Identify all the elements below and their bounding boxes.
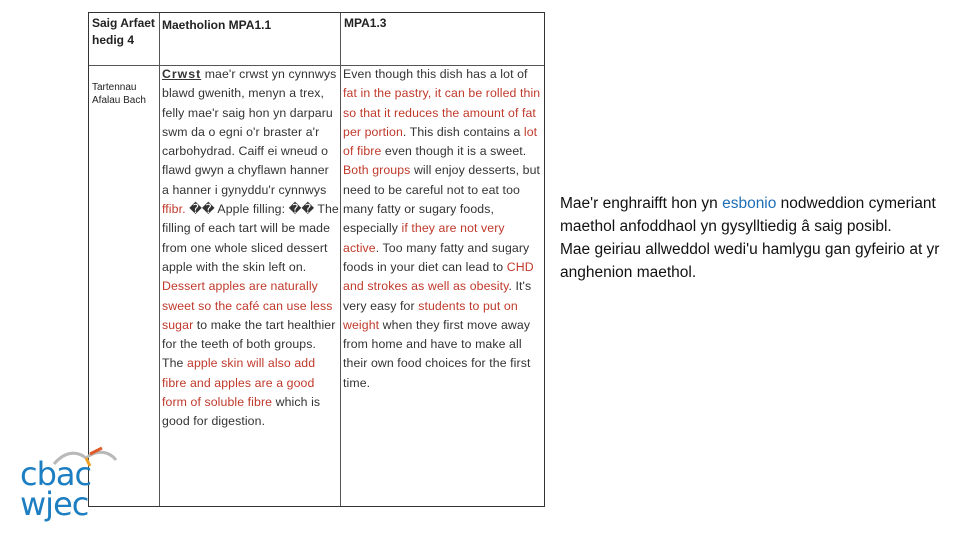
text-segment: Even though this dish has a lot of (343, 67, 528, 81)
text-segment: �� Apple filling: �� The filling of each tart will be made from one whole sliced dessert apple with the skin left on. (162, 202, 339, 274)
text-segment: . It's very easy for (343, 279, 532, 313)
explanation-text (560, 192, 950, 284)
header-nutrients: Maetholion MPA1.1 (162, 18, 272, 32)
text-segment: to make the tart healthier for the teeth of both groups. The (162, 317, 336, 371)
logo-cbac: cbac (20, 455, 92, 493)
text-segment: will enjoy desserts, but need to be careful not to eat too many fatty or sugary foods, especially (343, 163, 541, 236)
crwst-label: Crwst (162, 67, 202, 81)
key-phrase: apple skin will also add fibre and apples are a good form of soluble fibre (162, 356, 316, 410)
text-segment: when they first move away from home and have to make all their own food choices for the first time. (343, 317, 531, 390)
header-mpa13: MPA1.3 (344, 16, 387, 30)
key-phrase: ffibr. (162, 202, 186, 217)
dish-name: Tartennau Afalau Bach (92, 82, 146, 106)
explanation-paragraph-2: Mae geiriau allweddol wedi'u hamlygu gan gyfeirio at yr anghenion maethol. (560, 241, 940, 281)
table-column-divider (159, 13, 160, 506)
text-segment: . Too many fatty and sugary foods in your diet can lead to (343, 240, 530, 274)
key-phrase: fat in the pastry, it can be rolled thin so that it reduces the amount of fat per portion (343, 86, 541, 139)
mpa13-text (343, 67, 540, 390)
logo-wjec: wjec (20, 485, 89, 523)
key-phrase: lot of fibre (343, 124, 538, 159)
nutrients-text (162, 67, 339, 428)
nutrients-description (162, 65, 339, 432)
key-phrase: Dessert apples are naturally sweet so the café can use less sugar (162, 279, 333, 332)
key-phrase: CHD and strokes as well as obesity (343, 259, 534, 294)
text-segment: mae'r crwst yn cynnwys blawd gwenith, menyn a trex, felly mae'r saig hon yn darparu swm da o egni o'r braster a'r carbohydrad. Caiff ei wneud o flawd gwyn a chyflawn hanner a hanner i gynyddu'r cynnwys (162, 67, 337, 197)
key-phrase: Both groups (343, 163, 411, 178)
text-segment: which is good for digestion. (162, 395, 321, 429)
wjec-logo (20, 440, 100, 525)
text-segment: even though it is a sweet. (381, 144, 527, 159)
key-phrase: if they are not very active (343, 221, 505, 255)
explanation-paragraph-1: Mae'r enghraifft hon yn esbonio nodweddion cymeriant maethol anfoddhaol yn gysylltiedig â saig posibl. (560, 195, 936, 235)
table-column-divider (340, 13, 341, 506)
key-phrase: students to put on weight (343, 298, 518, 332)
text-segment: . This dish contains a (402, 124, 524, 139)
keyword-esbonio: esbonio (722, 195, 777, 212)
nutrition-table (88, 12, 545, 507)
mpa13-description (343, 65, 543, 393)
header-proposed-dish: Saig Arfaethedig 4 (92, 16, 155, 47)
